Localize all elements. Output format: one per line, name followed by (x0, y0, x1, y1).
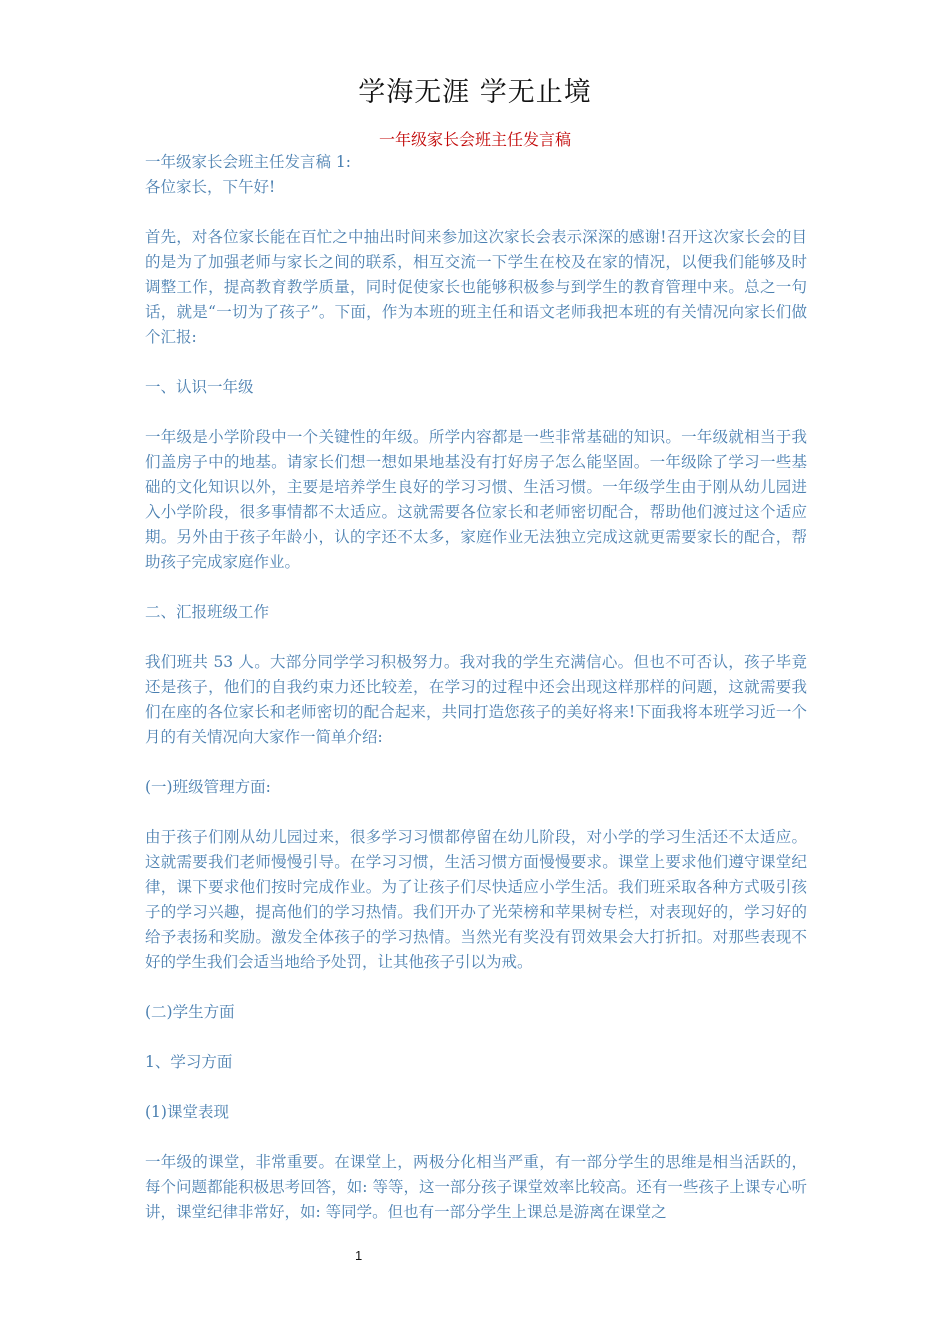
paragraph-intro: 首先，对各位家长能在百忙之中抽出时间来参加这次家长会表示深深的感谢!召开这次家长会的目的是为了加强老师与家长之间的联系，相互交流一下学生在校及在家的情况，以便我们能够及时调整工作，提高教育教学质量，同时促使家长也能够积极参与到学生的教育管理中来。总之一句话，就是“一切为了孩子”。下面，作为本班的班主任和语文老师我把本班的有关情况向家长们做个汇报: (145, 228, 807, 346)
paragraph-greeting: 各位家长，下午好! (145, 178, 276, 196)
page-header: 学海无涯 学无止境 (358, 77, 592, 108)
item-heading-classroom: (1)课堂表现 (145, 1103, 229, 1121)
section-heading-1: 一、认识一年级 (145, 378, 254, 396)
subsection-heading-2: (二)学生方面 (145, 1003, 235, 1021)
paragraph-class-report: 我们班共 53 人。大部分同学学习积极努力。我对我的学生充满信心。但也不可否认，孩子毕竟还是孩子，他们的自我约束力还比较差，在学习的过程中还会出现这样那样的问题，这就需要我们在座的各位家长和老师密切的配合起来，共同打造您孩子的美好将来!下面我将本班学习近一个月的有关情况向大家作一简单介绍: (145, 653, 807, 746)
paragraph-heading-1: 一年级家长会班主任发言稿 1: (145, 153, 352, 171)
paragraph-class-management: 由于孩子们刚从幼儿园过来，很多学习习惯都停留在幼儿阶段，对小学的学习生活还不太适应。这就需要我们老师慢慢引导。在学习习惯，生活习惯方面慢慢要求。课堂上要求他们遵守课堂纪律，课下要求他们按时完成作业。为了让孩子们尽快适应小学生活。我们班采取各种方式吸引孩子的学习兴趣，提高他们的学习热情。我们开办了光荣榜和苹果树专栏，对表现好的，学习好的给予表扬和奖励。激发全体孩子的学习热情。当然光有奖没有罚效果会大打折扣。对那些表现不好的学生我们会适当地给予处罚，让其他孩子引以为戒。 (145, 828, 807, 971)
subsection-heading-1: (一)班级管理方面: (145, 778, 271, 796)
document-title: 一年级家长会班主任发言稿 (378, 130, 571, 149)
section-heading-2: 二、汇报班级工作 (145, 603, 270, 621)
paragraph-grade-one: 一年级是小学阶段中一个关键性的年级。所学内容都是一些非常基础的知识。一年级就相当于我们盖房子中的地基。请家长们想一想如果地基没有打好房子怎么能坚固。一年级除了学习一些基础的文化知识以外，主要是培养学生良好的学习习惯、生活习惯。一年级学生由于刚从幼儿园进入小学阶段，很多事情都不太适应。这就需要各位家长和老师密切配合，帮助他们渡过这个适应期。另外由于孩子年龄小，认的字还不太多，家庭作业无法独立完成这就更需要家长的配合，帮助孩子完成家庭作业。 (145, 428, 807, 571)
document-body (145, 150, 807, 1225)
item-heading-study: 1、学习方面 (145, 1053, 233, 1071)
paragraph-classroom: 一年级的课堂，非常重要。在课堂上，两极分化相当严重，有一部分学生的思维是相当活跃的，每个问题都能积极思考回答，如: 等等，这一部分孩子课堂效率比较高。还有一些孩子上课专心听讲，课堂纪律非常好，如: 等同学。但也有一部分学生上课总是游离在课堂之 (145, 1153, 807, 1221)
page-number: 1 (355, 1248, 363, 1263)
